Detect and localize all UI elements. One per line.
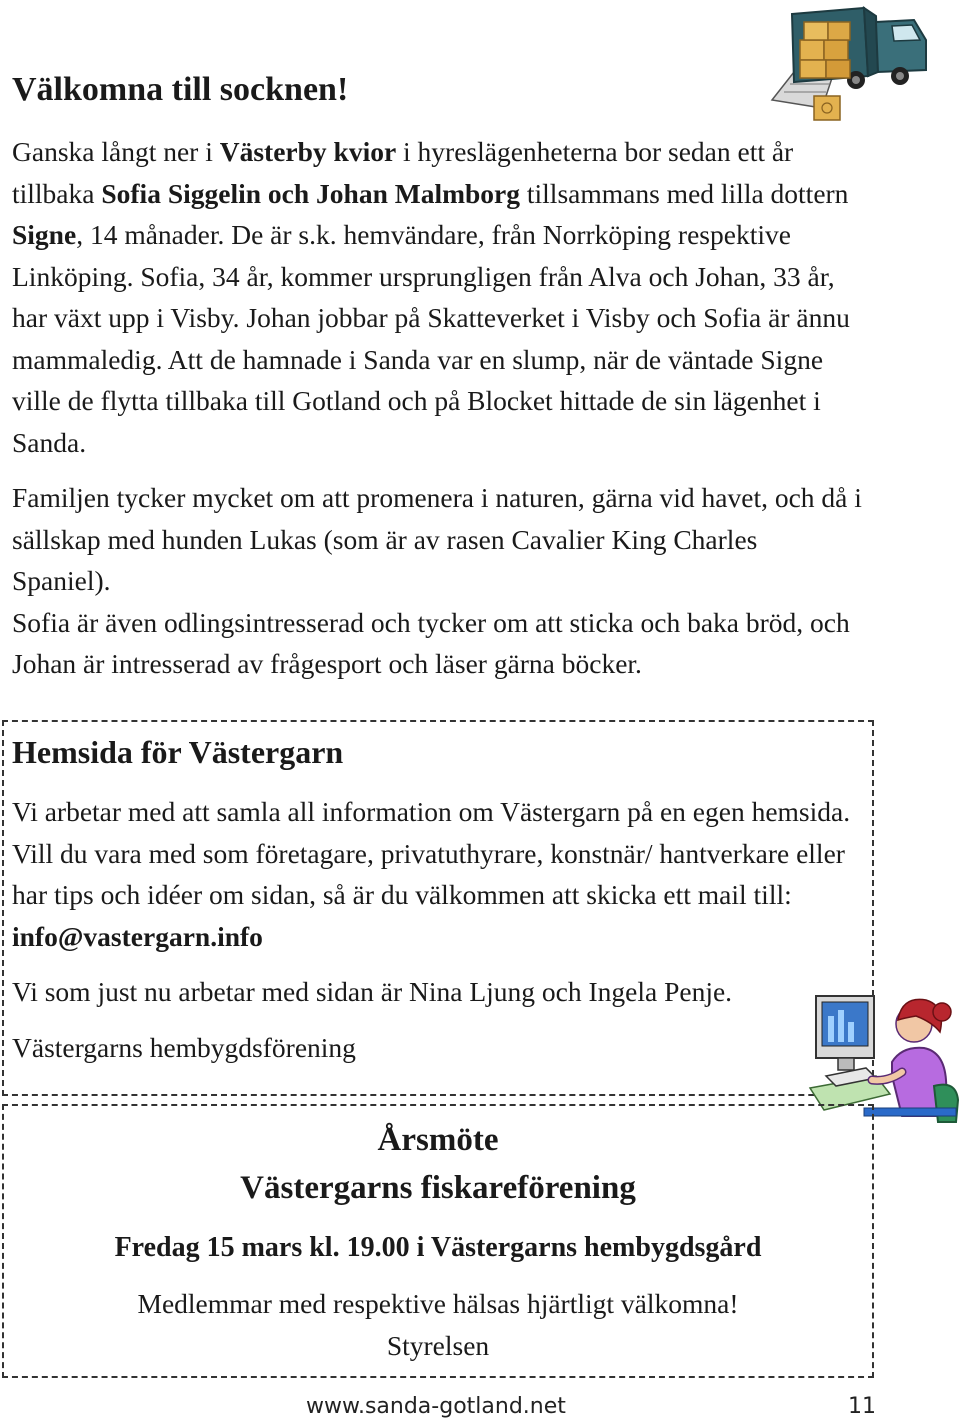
bold-span: Västerby kvior [219,136,397,167]
meeting-datetime: Fredag 15 mars kl. 19.00 i Västergarns hembygdsgård [114,1232,762,1263]
moving-truck-icon [764,0,960,126]
website-box-workers: Vi som just nu arbetar med sidan är Nina Ljung och Ingela Penje. [12,976,733,1007]
text-span: Ganska långt ner i [12,136,220,167]
article-paragraph-1 [12,131,862,463]
bold-span: Signe [12,219,77,250]
article-paragraph-3: Sofia är även odlingsintresserad och tycker om att sticka och baka bröd, och Johan är intresserad av frågesport och läser gärna böcker. [12,606,850,679]
article-paragraph-2: Familjen tycker mycket om att promenera i naturen, gärna vid havet, och då i sällskap med hunden Lukas (som är av rasen Cavalier King Charles Spaniel). [12,482,862,596]
text-span: , 14 månader. De är s.k. hemvändare, från Norrköping respektive Linköping. Sofia, 34 år, kommer ursprungligen från Alva och Johan, 33 år, har växt upp i Visby. Johan jobbar på Skatteverket i Visby och Sofia är ännu mammaledig. Att de hamnade i Sanda var en slump, när de väntade Signe ville de flytta tillbaka till Gotland och på Blocket hittade de sin lägenhet i Sanda. [12,219,850,458]
page-number: 11 [848,1394,876,1419]
meeting-title: Årsmöte [377,1122,499,1158]
website-box-body: Vi arbetar med att samla all information om Västergarn på en egen hemsida. Vill du vara med som företagare, privatuthyrare, konstnär/ hantverkare eller har tips och idéer om sidan, så är du välkommen att skicka ett mail till: [12,796,851,910]
bold-span: Sofia Siggelin och Johan Malmborg [101,177,521,209]
text-span: i hyreslägenheterna bor sedan ett år tillbaka [12,136,794,209]
footer-url[interactable]: www.sanda-gotland.net [306,1394,566,1419]
meeting-organization: Västergarns fiskareförening [240,1170,636,1206]
text-span: tillsammans med lilla dottern [520,177,849,209]
meeting-signature: Styrelsen [386,1330,490,1361]
meeting-welcome: Medlemmar med respektive hälsas hjärtligt välkomna! [137,1288,739,1319]
website-box-signature: Västergarns hembygdsförening [12,1032,356,1063]
article-title: Välkomna till socknen! [12,71,349,108]
article-paragraph-2-group [12,477,862,685]
website-box-title: Hemsida för Västergarn [12,734,344,770]
email-link[interactable]: info@vastergarn.info [12,920,263,952]
website-box-text [12,791,872,957]
